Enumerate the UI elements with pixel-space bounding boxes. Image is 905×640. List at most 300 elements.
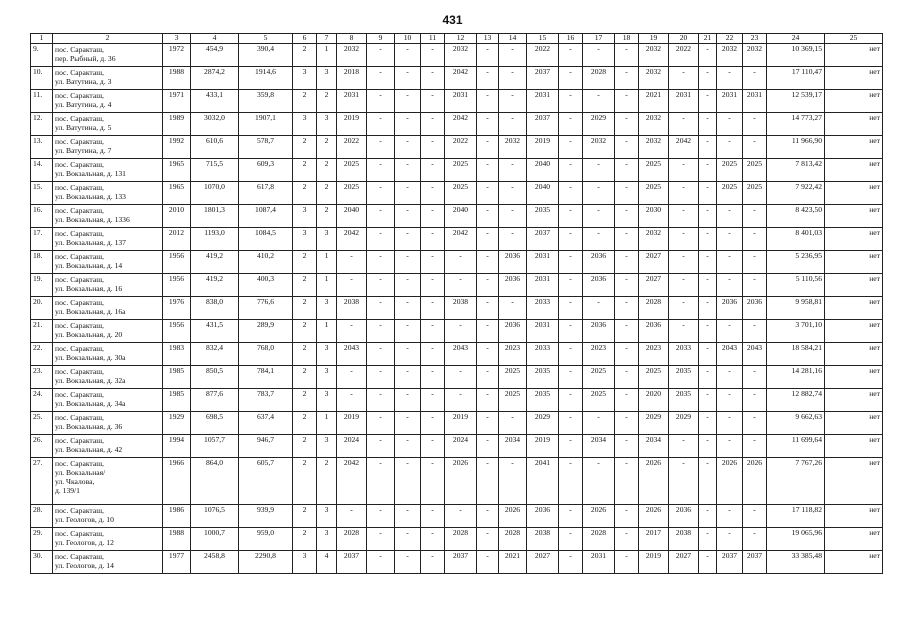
data-cell: 2032 <box>337 43 367 66</box>
address-cell <box>53 250 163 273</box>
data-cell: нет <box>825 550 883 573</box>
data-cell: - <box>699 457 717 504</box>
data-cell: - <box>699 319 717 342</box>
data-cell: 3 <box>317 388 337 411</box>
data-cell: 11 699,64 <box>767 434 825 457</box>
data-cell: - <box>367 319 395 342</box>
data-cell: 289,9 <box>239 319 293 342</box>
data-cell: 784,1 <box>239 365 293 388</box>
data-cell: 3032,0 <box>191 112 239 135</box>
data-cell: - <box>559 250 583 273</box>
data-cell: 1992 <box>163 135 191 158</box>
data-cell: 715,5 <box>191 158 239 181</box>
data-cell: 1956 <box>163 250 191 273</box>
data-cell: 2018 <box>337 66 367 89</box>
data-cell: - <box>615 204 639 227</box>
data-cell: - <box>615 227 639 250</box>
row-number: 26. <box>31 434 53 457</box>
data-cell: 1985 <box>163 388 191 411</box>
data-cell: 5 110,56 <box>767 273 825 296</box>
data-cell: 2026 <box>717 457 743 504</box>
data-cell: - <box>717 411 743 434</box>
data-cell: 2031 <box>583 550 615 573</box>
data-cell: 877,6 <box>191 388 239 411</box>
data-cell: 2 <box>317 181 337 204</box>
data-cell: 2042 <box>445 112 477 135</box>
data-cell: - <box>669 204 699 227</box>
row-number: 19. <box>31 273 53 296</box>
data-cell: - <box>717 273 743 296</box>
data-cell: - <box>367 43 395 66</box>
data-cell: нет <box>825 89 883 112</box>
row-number: 11. <box>31 89 53 112</box>
data-cell: - <box>559 388 583 411</box>
data-cell: 838,0 <box>191 296 239 319</box>
data-cell: 2022 <box>337 135 367 158</box>
data-cell: - <box>669 158 699 181</box>
data-cell: - <box>395 66 421 89</box>
data-cell: 832,4 <box>191 342 239 365</box>
column-header: 13 <box>477 34 499 44</box>
data-cell: - <box>395 204 421 227</box>
data-cell: - <box>421 181 445 204</box>
data-cell: 2 <box>293 342 317 365</box>
data-cell: 2 <box>293 319 317 342</box>
data-cell: - <box>743 365 767 388</box>
column-header: 21 <box>699 34 717 44</box>
data-cell: 2031 <box>445 89 477 112</box>
table-row <box>31 504 883 527</box>
data-cell: нет <box>825 342 883 365</box>
data-cell: - <box>615 158 639 181</box>
data-cell: 2025 <box>743 158 767 181</box>
data-cell: 1076,5 <box>191 504 239 527</box>
table-row <box>31 181 883 204</box>
data-cell: 1977 <box>163 550 191 573</box>
data-cell: 3 <box>293 66 317 89</box>
table-row <box>31 204 883 227</box>
data-cell: - <box>395 388 421 411</box>
data-cell: 1 <box>317 43 337 66</box>
data-cell: - <box>445 504 477 527</box>
table-row <box>31 296 883 319</box>
address-line: ул. Вокзальная, д. 1336 <box>55 214 130 224</box>
data-cell: - <box>669 112 699 135</box>
data-cell: 2 <box>317 204 337 227</box>
column-header: 17 <box>583 34 615 44</box>
address-line: ул. Чкалова, <box>55 476 95 486</box>
row-number: 20. <box>31 296 53 319</box>
address-line: пос. Саракташ, <box>55 412 104 422</box>
data-cell: - <box>367 342 395 365</box>
data-cell: 2032 <box>717 43 743 66</box>
data-cell: 1914,6 <box>239 66 293 89</box>
data-cell: 2036 <box>499 273 527 296</box>
table-row <box>31 250 883 273</box>
data-cell: - <box>395 112 421 135</box>
data-cell: - <box>717 365 743 388</box>
address-line: пос. Саракташ, <box>55 67 104 77</box>
data-cell: 1 <box>317 273 337 296</box>
data-cell: нет <box>825 365 883 388</box>
data-cell: - <box>559 204 583 227</box>
data-cell: - <box>421 204 445 227</box>
data-cell: - <box>699 158 717 181</box>
data-cell: - <box>367 296 395 319</box>
data-cell: 400,3 <box>239 273 293 296</box>
data-cell: - <box>367 181 395 204</box>
data-cell: 2026 <box>583 504 615 527</box>
address-line: пос. Саракташ, <box>55 389 104 399</box>
data-cell: - <box>717 319 743 342</box>
data-cell: 2025 <box>583 388 615 411</box>
data-cell: 2 <box>293 250 317 273</box>
address-line: ул. Ватутина, д. 5 <box>55 122 112 132</box>
data-cell: 2021 <box>499 550 527 573</box>
data-cell: 2036 <box>499 250 527 273</box>
data-cell: 2023 <box>639 342 669 365</box>
column-number-header <box>31 34 883 44</box>
data-cell: 11 966,90 <box>767 135 825 158</box>
data-cell: - <box>421 527 445 550</box>
data-cell: 2032 <box>583 135 615 158</box>
address-cell <box>53 434 163 457</box>
data-cell: - <box>583 204 615 227</box>
column-header: 6 <box>293 34 317 44</box>
data-cell: 3 <box>293 112 317 135</box>
data-cell: 8 423,50 <box>767 204 825 227</box>
data-cell: 2033 <box>527 296 559 319</box>
data-cell: - <box>717 66 743 89</box>
data-cell: - <box>583 457 615 504</box>
data-cell: 1988 <box>163 66 191 89</box>
data-cell: - <box>337 250 367 273</box>
data-cell: - <box>477 43 499 66</box>
data-cell: 2019 <box>337 112 367 135</box>
address-line: ул. Геологов, д. 12 <box>55 537 114 547</box>
data-cell: 2022 <box>669 43 699 66</box>
data-cell: - <box>499 227 527 250</box>
data-cell: нет <box>825 434 883 457</box>
data-cell: - <box>367 388 395 411</box>
data-cell: - <box>367 135 395 158</box>
data-cell: 939,9 <box>239 504 293 527</box>
data-cell: - <box>615 296 639 319</box>
data-cell: - <box>477 181 499 204</box>
data-cell: 2 <box>293 181 317 204</box>
data-cell: 2026 <box>499 504 527 527</box>
table-row <box>31 89 883 112</box>
address-line: пос. Саракташ, <box>55 274 104 284</box>
data-cell: 7 767,26 <box>767 457 825 504</box>
data-cell: 431,5 <box>191 319 239 342</box>
data-cell: - <box>699 135 717 158</box>
row-number: 27. <box>31 457 53 504</box>
data-cell: 18 584,21 <box>767 342 825 365</box>
data-cell: 2 <box>293 273 317 296</box>
address-cell <box>53 504 163 527</box>
data-cell: - <box>395 319 421 342</box>
data-cell: 578,7 <box>239 135 293 158</box>
data-cell: - <box>743 527 767 550</box>
data-cell: 1 <box>317 411 337 434</box>
data-cell: - <box>559 411 583 434</box>
data-cell: - <box>421 227 445 250</box>
data-cell: 2010 <box>163 204 191 227</box>
address-cell <box>53 411 163 434</box>
data-cell: - <box>499 158 527 181</box>
data-cell: нет <box>825 319 883 342</box>
data-cell: 2 <box>293 388 317 411</box>
row-number: 15. <box>31 181 53 204</box>
data-cell: - <box>559 365 583 388</box>
data-cell: - <box>499 457 527 504</box>
data-cell: - <box>615 66 639 89</box>
row-number: 18. <box>31 250 53 273</box>
data-cell: нет <box>825 388 883 411</box>
data-cell: - <box>615 411 639 434</box>
data-cell: 2 <box>293 457 317 504</box>
data-cell: - <box>699 250 717 273</box>
table-row <box>31 365 883 388</box>
data-cell: 2042 <box>445 66 477 89</box>
address-cell <box>53 527 163 550</box>
data-cell: - <box>615 181 639 204</box>
data-cell: - <box>699 227 717 250</box>
address-cell <box>53 43 163 66</box>
data-cell: 2038 <box>337 296 367 319</box>
data-cell: 2036 <box>499 319 527 342</box>
data-cell: - <box>699 296 717 319</box>
address-line: ул. Ватутина, д. 7 <box>55 145 112 155</box>
address-line: пос. Саракташ, <box>55 458 104 468</box>
data-cell: 2038 <box>527 527 559 550</box>
data-cell: 1 <box>317 250 337 273</box>
table-row <box>31 227 883 250</box>
data-cell: - <box>583 227 615 250</box>
data-cell: 454,9 <box>191 43 239 66</box>
row-number: 24. <box>31 388 53 411</box>
data-cell: 3 <box>317 365 337 388</box>
data-cell: - <box>699 411 717 434</box>
data-cell: 2042 <box>337 457 367 504</box>
data-cell: 605,7 <box>239 457 293 504</box>
data-cell: 2037 <box>445 550 477 573</box>
data-cell: 359,8 <box>239 89 293 112</box>
data-cell: - <box>367 112 395 135</box>
data-cell: 698,5 <box>191 411 239 434</box>
data-cell: 2032 <box>639 43 669 66</box>
data-cell: - <box>477 365 499 388</box>
column-header: 1 <box>31 34 53 44</box>
address-line: ул. Вокзальная, д. 34а <box>55 398 126 408</box>
data-cell: - <box>743 434 767 457</box>
data-cell: 1986 <box>163 504 191 527</box>
address-line: пос. Саракташ, <box>55 435 104 445</box>
data-cell: - <box>559 66 583 89</box>
data-cell: - <box>699 66 717 89</box>
data-cell: 2043 <box>445 342 477 365</box>
data-cell: 2035 <box>527 388 559 411</box>
data-cell: 2035 <box>527 365 559 388</box>
data-cell: 2026 <box>445 457 477 504</box>
table-row <box>31 434 883 457</box>
data-cell: - <box>615 89 639 112</box>
data-cell: - <box>699 89 717 112</box>
data-cell: - <box>395 527 421 550</box>
data-cell: 3 <box>317 342 337 365</box>
data-cell: - <box>699 365 717 388</box>
data-cell: 2025 <box>639 158 669 181</box>
data-cell: - <box>699 388 717 411</box>
data-cell: нет <box>825 158 883 181</box>
data-cell: - <box>717 527 743 550</box>
data-cell: 2 <box>317 457 337 504</box>
data-cell: 2032 <box>639 227 669 250</box>
column-header: 18 <box>615 34 639 44</box>
data-cell: 609,3 <box>239 158 293 181</box>
data-cell: 7 922,42 <box>767 181 825 204</box>
data-cell: 2037 <box>527 66 559 89</box>
data-cell: - <box>395 43 421 66</box>
data-cell: 2042 <box>337 227 367 250</box>
data-cell: - <box>445 365 477 388</box>
data-cell: 14 281,16 <box>767 365 825 388</box>
data-cell: - <box>477 250 499 273</box>
data-cell: - <box>367 66 395 89</box>
data-cell: - <box>367 89 395 112</box>
data-cell: 2036 <box>639 319 669 342</box>
data-cell: - <box>717 204 743 227</box>
data-cell: - <box>367 204 395 227</box>
data-cell: - <box>499 66 527 89</box>
data-cell: - <box>395 135 421 158</box>
data-cell: 2036 <box>583 250 615 273</box>
data-cell: - <box>395 89 421 112</box>
address-line: пос. Саракташ, <box>55 228 104 238</box>
data-cell: - <box>395 227 421 250</box>
data-cell: 2 <box>293 434 317 457</box>
data-cell: 1057,7 <box>191 434 239 457</box>
address-line: пос. Саракташ, <box>55 343 104 353</box>
row-number: 13. <box>31 135 53 158</box>
data-cell: - <box>421 89 445 112</box>
data-cell: - <box>477 227 499 250</box>
data-cell: 2025 <box>583 365 615 388</box>
address-line: пос. Саракташ, <box>55 113 104 123</box>
data-cell: 1070,0 <box>191 181 239 204</box>
data-cell: - <box>699 181 717 204</box>
data-cell: - <box>669 227 699 250</box>
row-number: 22. <box>31 342 53 365</box>
data-cell: 2032 <box>499 135 527 158</box>
address-cell <box>53 158 163 181</box>
data-cell: - <box>477 388 499 411</box>
address-line: ул. Ватутина, д. 4 <box>55 99 112 109</box>
data-cell: - <box>395 504 421 527</box>
address-line: пос. Саракташ, <box>55 136 104 146</box>
data-cell: - <box>421 504 445 527</box>
column-header: 19 <box>639 34 669 44</box>
data-cell: - <box>743 388 767 411</box>
data-cell: 946,7 <box>239 434 293 457</box>
data-cell: - <box>477 158 499 181</box>
address-line: пос. Саракташ, <box>55 44 104 54</box>
data-cell: нет <box>825 227 883 250</box>
data-cell: - <box>367 434 395 457</box>
column-header: 8 <box>337 34 367 44</box>
data-cell: - <box>421 135 445 158</box>
data-cell: 2025 <box>743 181 767 204</box>
data-cell: 2036 <box>669 504 699 527</box>
data-cell: 2 <box>317 89 337 112</box>
data-cell: - <box>477 504 499 527</box>
data-cell: 2 <box>293 296 317 319</box>
data-cell: 2025 <box>717 158 743 181</box>
data-cell: - <box>583 43 615 66</box>
data-cell: 2031 <box>527 273 559 296</box>
data-cell: 2028 <box>337 527 367 550</box>
data-cell: 1907,1 <box>239 112 293 135</box>
data-cell: 2037 <box>527 227 559 250</box>
data-cell: 2 <box>317 158 337 181</box>
data-cell: - <box>717 112 743 135</box>
data-cell: 2290,8 <box>239 550 293 573</box>
data-cell: нет <box>825 112 883 135</box>
data-cell: - <box>559 227 583 250</box>
data-cell: - <box>395 550 421 573</box>
data-cell: - <box>669 273 699 296</box>
data-cell: 2025 <box>337 181 367 204</box>
data-cell: нет <box>825 204 883 227</box>
data-cell: - <box>743 66 767 89</box>
data-cell: 2874,2 <box>191 66 239 89</box>
data-cell: 1956 <box>163 319 191 342</box>
data-cell: - <box>669 434 699 457</box>
data-cell: 2028 <box>639 296 669 319</box>
data-cell: - <box>615 550 639 573</box>
data-cell: - <box>445 388 477 411</box>
data-cell: 2019 <box>445 411 477 434</box>
data-cell: 2019 <box>639 550 669 573</box>
data-cell: 1956 <box>163 273 191 296</box>
data-cell: 2031 <box>527 250 559 273</box>
address-line: ул. Вокзальная, д. 20 <box>55 329 123 339</box>
data-cell: - <box>583 296 615 319</box>
data-cell: 1084,5 <box>239 227 293 250</box>
data-cell: - <box>699 434 717 457</box>
data-cell: 2031 <box>527 319 559 342</box>
data-cell: 1971 <box>163 89 191 112</box>
data-cell: - <box>559 342 583 365</box>
data-cell: - <box>421 319 445 342</box>
data-cell: - <box>421 550 445 573</box>
data-cell: 2012 <box>163 227 191 250</box>
address-line: пос. Саракташ, <box>55 182 104 192</box>
column-header: 2 <box>53 34 163 44</box>
data-cell: - <box>395 342 421 365</box>
address-cell <box>53 227 163 250</box>
data-cell: 2019 <box>527 135 559 158</box>
data-cell: 2037 <box>743 550 767 573</box>
address-line: пос. Саракташ, <box>55 528 104 538</box>
data-cell: - <box>367 504 395 527</box>
data-cell: - <box>743 250 767 273</box>
data-cell: 2 <box>293 135 317 158</box>
data-cell: - <box>615 135 639 158</box>
data-cell: 2023 <box>499 342 527 365</box>
data-cell: - <box>559 181 583 204</box>
